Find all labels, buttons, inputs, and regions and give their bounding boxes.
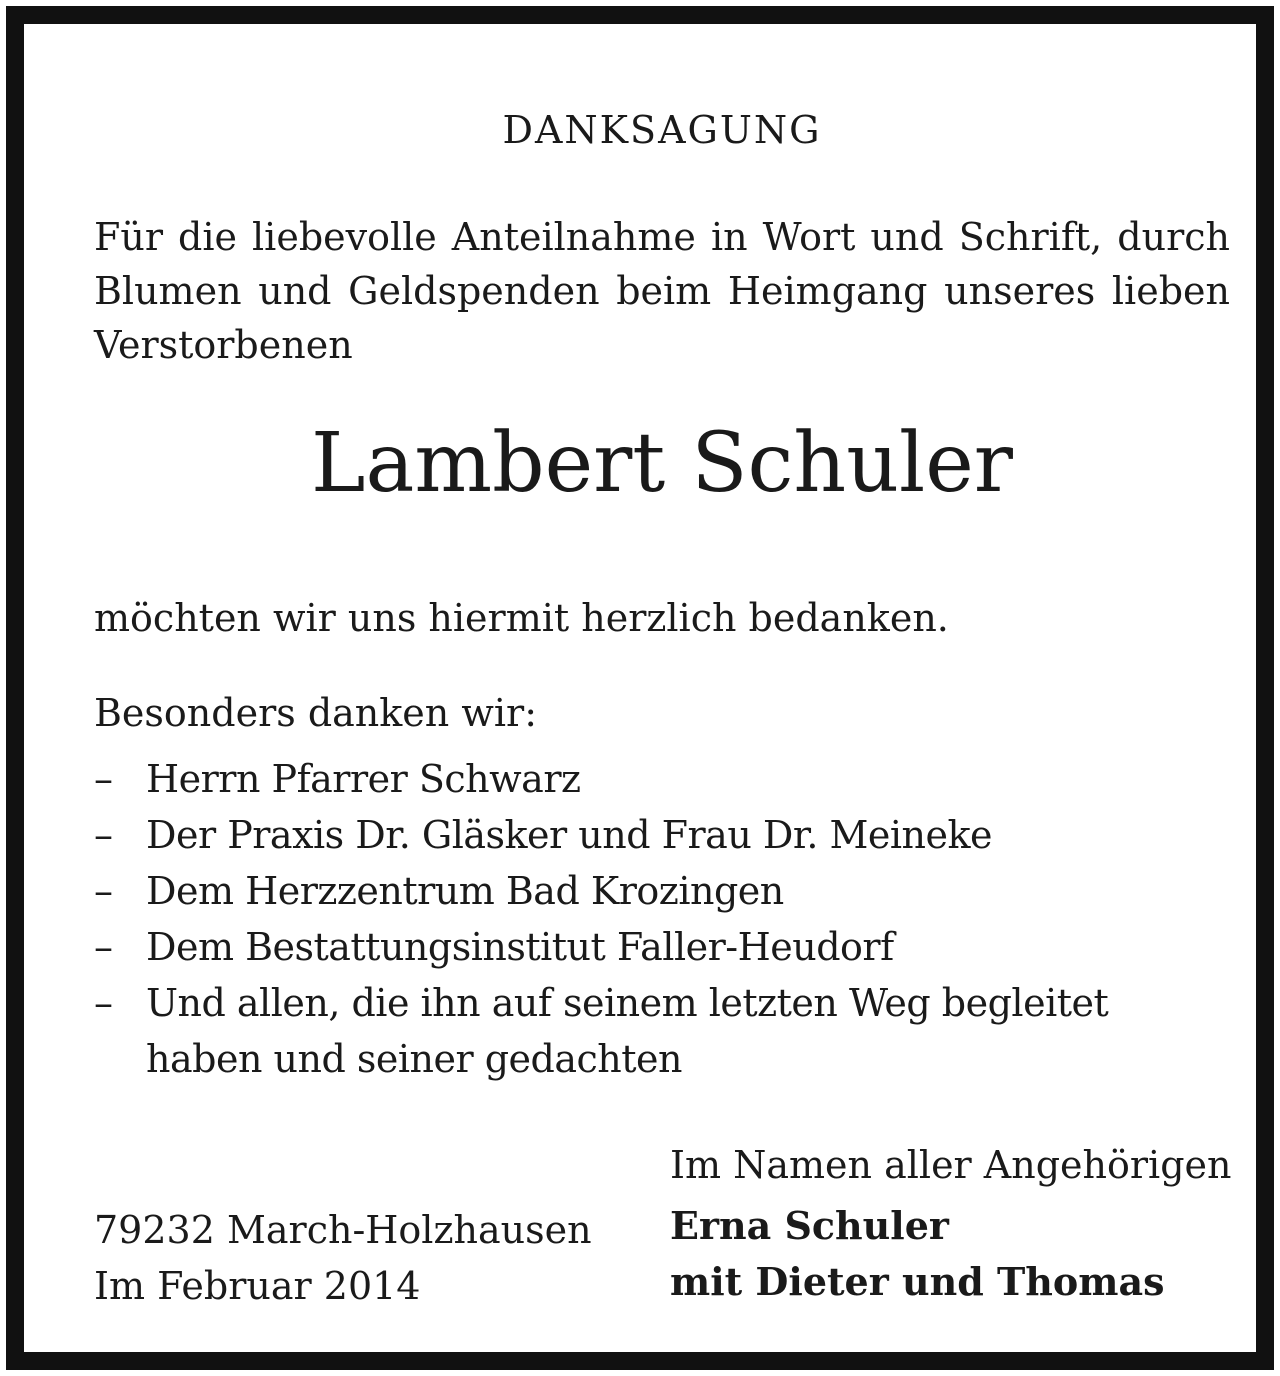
list-item-text: Dem Herzzentrum Bad Krozingen	[146, 869, 784, 913]
notice-frame	[6, 6, 1274, 1370]
signature-family: mit Dieter und Thomas	[670, 1259, 1165, 1304]
list-marker: –	[94, 981, 113, 1025]
special-thanks-list	[94, 751, 1230, 1087]
intro-paragraph: Für die liebevolle Anteilnahme in Wort und Schrift, durch Blumen und Geldspenden beim Heimgang unseres lieben Verstorbenen	[94, 215, 1230, 367]
list-item-text: Dem Bestattungsinstitut Faller-Heudorf	[146, 925, 894, 969]
notice-heading: DANKSAGUNG	[502, 108, 822, 152]
signature-intro: Im Namen aller Angehörigen	[670, 1143, 1232, 1187]
list-marker: –	[94, 869, 113, 913]
list-item	[94, 975, 1230, 1087]
list-item	[94, 919, 1230, 975]
list-item	[94, 863, 1230, 919]
deceased-name: Lambert Schuler	[310, 416, 1013, 511]
location: 79232 March-Holzhausen	[94, 1208, 592, 1252]
list-item	[94, 807, 1230, 863]
list-item-text: Herrn Pfarrer Schwarz	[146, 757, 581, 801]
list-marker: –	[94, 813, 113, 857]
notice-date: Im Februar 2014	[94, 1264, 421, 1308]
special-thanks-label: Besonders danken wir:	[94, 691, 537, 735]
list-marker: –	[94, 925, 113, 969]
signature-name: Erna Schuler	[670, 1203, 949, 1248]
list-item-text: Der Praxis Dr. Gläsker und Frau Dr. Meineke	[146, 813, 993, 857]
thanks-line: möchten wir uns hiermit herzlich bedanken.	[94, 596, 949, 640]
list-marker: –	[94, 757, 113, 801]
list-item	[94, 751, 1230, 807]
list-item-text: Und allen, die ihn auf seinem letzten Weg begleitet haben und seiner gedachten	[146, 981, 1109, 1081]
